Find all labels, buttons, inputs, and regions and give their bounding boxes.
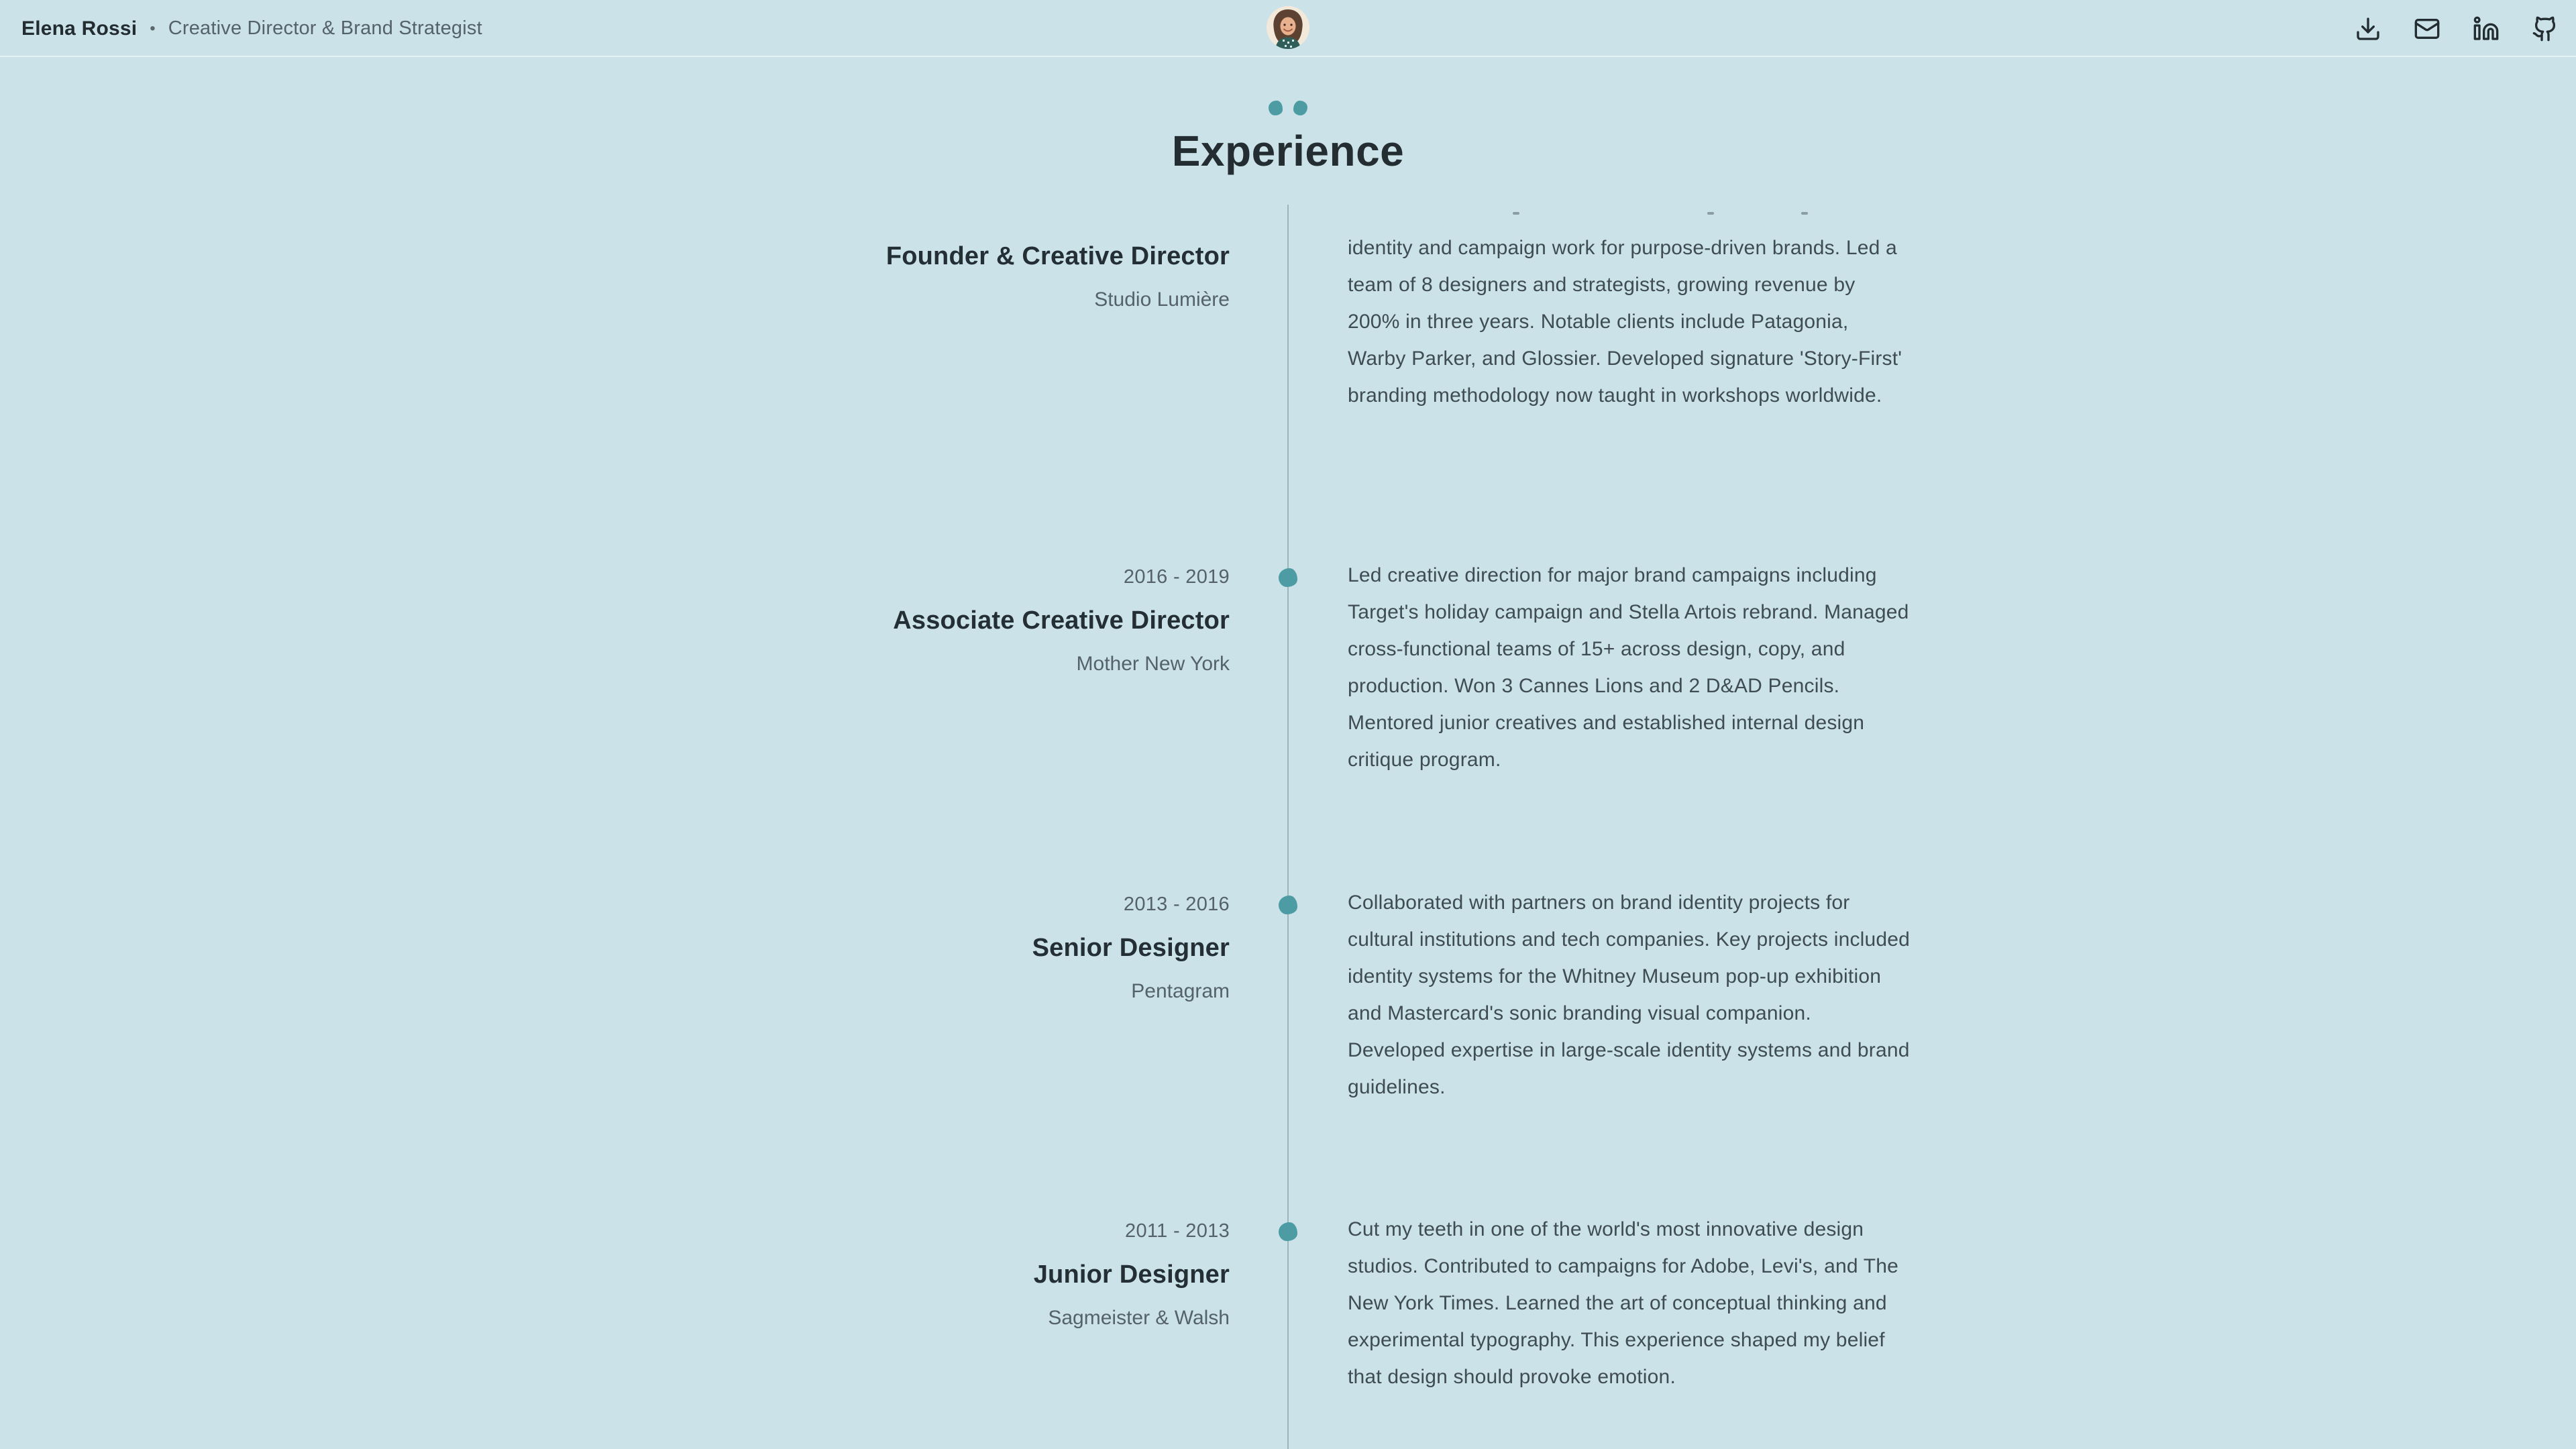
person-role: Creative Director & Brand Strategist — [168, 17, 482, 39]
entry-title: Associate Creative Director — [893, 606, 1230, 635]
entry-company: Mother New York — [1076, 653, 1230, 675]
entry-description: identity and campaign work for purpose-driven brands. Led a team of 8 designers and strategists, growing revenue by 200% in three years. Notable clients include Patagonia, Warby Parker, and Glossier. Developed signature 'Story-First' branding methodology now taught in workshops worldwide. — [1348, 237, 1902, 407]
entry-company: Sagmeister & Walsh — [1048, 1307, 1230, 1329]
timeline-dot — [1279, 568, 1297, 587]
entry-dates: 2016 - 2019 — [1123, 566, 1230, 588]
section-title: Experience — [1171, 127, 1405, 175]
entry-body — [1348, 193, 1911, 414]
timeline-dot — [1279, 1222, 1297, 1241]
entry-title: Senior Designer — [1032, 934, 1230, 962]
entry-company: Studio Lumière — [1094, 288, 1230, 311]
linkedin-icon[interactable] — [2473, 15, 2500, 42]
entry-body — [1348, 1211, 1911, 1395]
entry-dates: 2013 - 2016 — [1123, 894, 1230, 915]
entry-meta — [0, 191, 1230, 321]
avatar[interactable] — [1267, 6, 1309, 49]
entry-meta — [0, 1210, 1230, 1340]
avatar-illustration — [1267, 6, 1309, 49]
entry-body — [1348, 557, 1911, 778]
entry-description: Cut my teeth in one of the world's most innovative design studios. Contributed to campaigns for Adobe, Levi's, and The New York Times. Learned the art of conceptual thinking and experimental typography. This experience shaped my belief that design should provoke emotion. — [1348, 1218, 1899, 1388]
entry-dates: 2011 - 2013 — [1125, 1220, 1230, 1242]
entry-meta — [0, 555, 1230, 686]
header-actions — [2355, 0, 2559, 57]
entry-meta — [0, 883, 1230, 1013]
entry-company: Pentagram — [1131, 980, 1230, 1002]
entry-body — [1348, 884, 1911, 1106]
separator-dot: • — [150, 19, 156, 38]
identity-block — [21, 0, 482, 57]
entry-title: Junior Designer — [1033, 1260, 1230, 1289]
section-indicator-dots — [0, 101, 2576, 115]
entry-dates — [0, 191, 1230, 234]
timeline-line — [1287, 205, 1289, 1449]
mail-icon[interactable] — [2414, 15, 2440, 42]
indicator-dot — [1269, 101, 1283, 115]
entry-description: Collaborated with partners on brand identity projects for cultural institutions and tech companies. Key projects included identity systems for the Whitney Museum pop-up exhibition and Mastercard's sonic branding visual companion. Developed expertise in large-scale identity systems and brand guidelines. — [1348, 892, 1911, 1098]
indicator-dot — [1293, 101, 1307, 115]
entry-title: Founder & Creative Director — [885, 242, 1230, 270]
person-name: Elena Rossi — [21, 17, 138, 40]
entry-description: Led creative direction for major brand campaigns including Target's holiday campaign and Stella Artois rebrand. Managed cross-functional teams of 15+ across design, copy, and production. Won 3 Cannes Lions and 2 D&AD Pencils. Mentored junior creatives and established internal design critique program. — [1348, 564, 1909, 771]
download-icon[interactable] — [2355, 15, 2381, 42]
top-bar — [0, 0, 2576, 57]
faded-text-remnant — [1348, 212, 1911, 219]
timeline-dot — [1279, 896, 1297, 914]
github-icon[interactable] — [2532, 15, 2559, 42]
